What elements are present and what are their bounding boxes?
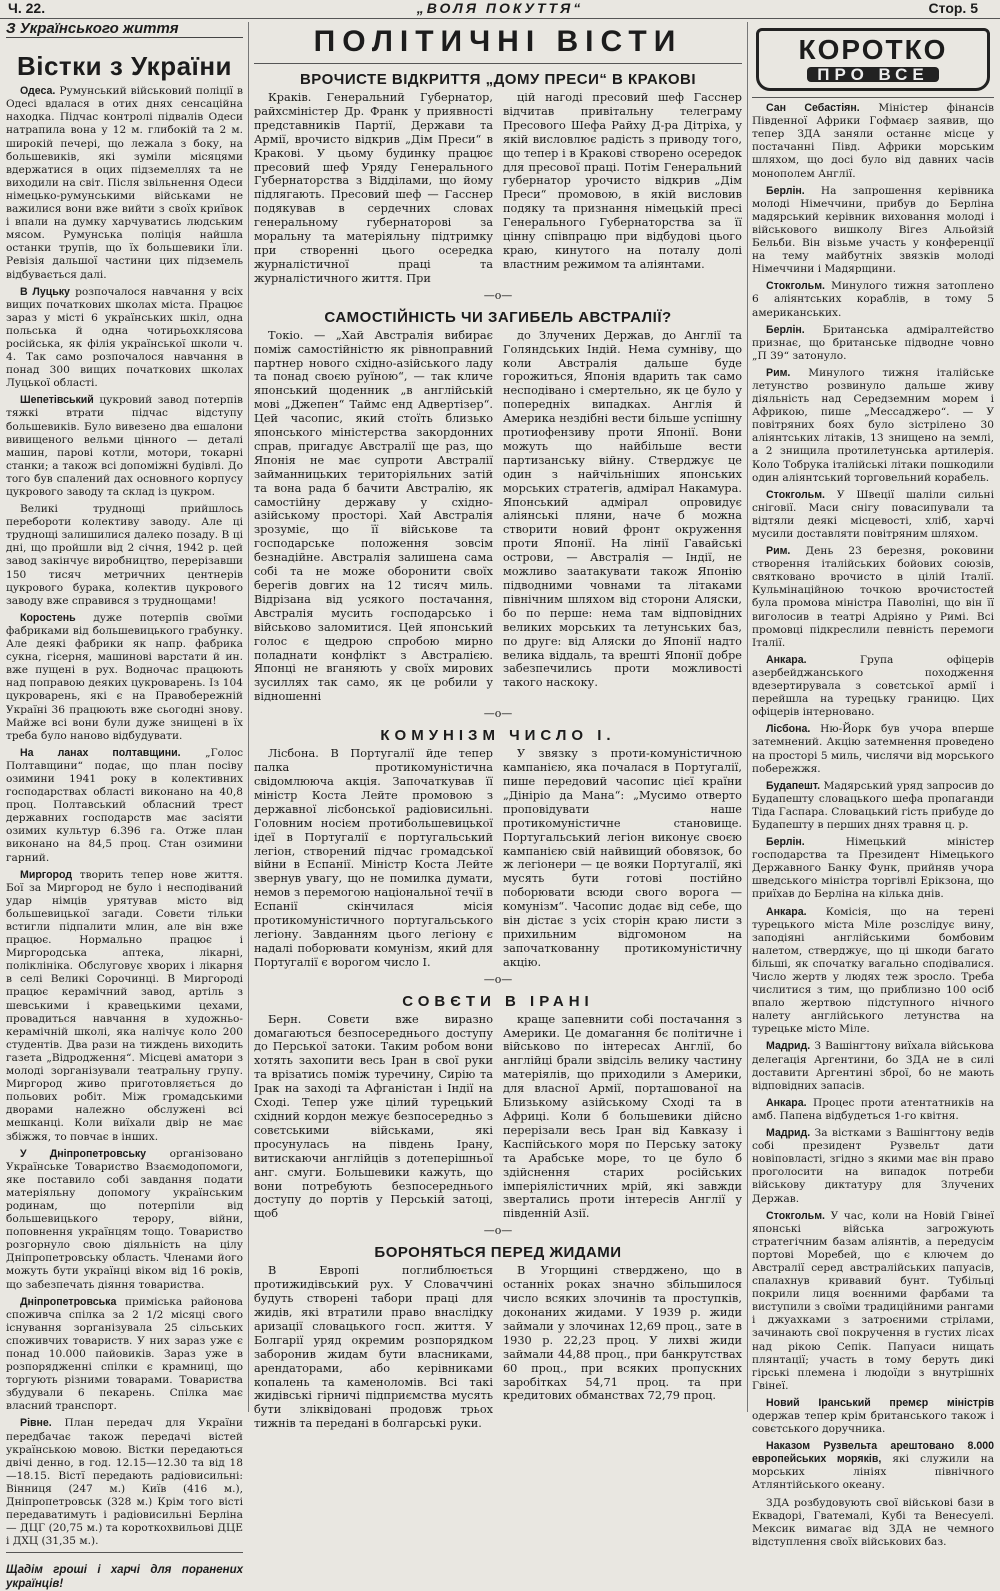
news-lead: Наказом Рузвельта арештовано 8.000 европейських моряків,: [752, 1440, 994, 1466]
center-section: [254, 22, 742, 1431]
news-lead: У Дніпропетровську: [20, 1147, 147, 1160]
news-item: [752, 1210, 994, 1393]
article: [254, 70, 742, 286]
section-label: З Українського життя: [6, 22, 243, 38]
news-item: [6, 869, 243, 1144]
article-text-right: У звязку з проти-комуністичною кампанією, яка почалася в Португалії, пише передовий часопис цієї країни „Дініріо да Мана“: „Мусимо отверто проповідувати наше протикомуністичне становище. Португальський легіон виконує своєю кампанією свій найвищий обовязок, бо ж легіонери — це вояки Португалії, які мусять бути готові постійно поборювати всюди свого ворога — комунізм“. Часопис додає від себе, що він дістає з усіх сторін краю листи з прихильним відгомоном на започаткованну протикомуністичну акцію.: [503, 747, 742, 969]
news-lead: Сан Себастіян.: [766, 102, 860, 115]
news-item: [6, 747, 243, 865]
column-divider: [747, 22, 748, 1412]
news-text: План передач для України передбачає також передачі вістей українською мовою. Вістки передаються двічі денно, в год. 12.15—12.30 та від 18—18.15. Вістї передають радіовисильні: Вінниця (247 м.) Київ (416 м.), Дніпропетровськ (328 м.) Крім того вісті передаватимуть і радіовисильні Берліна — ДЦГ (20,75 м.) та короткохвильові ДЦЕ і ДХЦ (31,35 м.).: [6, 1417, 243, 1548]
brief-news-list: [752, 102, 994, 1549]
news-text: творить тепер нове життя. Бої за Миргород не було і несподіваний удар німців урятував місто від большевицької загади. Совєти тільки встигли підпалити млин, але він вже працює. Нормально працює і Миргородська аптека, лікарні, поліклініка. Обслуговує хворих і лікарня в селі Великі Сорочинці. В Миргороді працює керамічний завод, артіль з шевськими і кравецькими цехами, провадиться навчання в художньо-керамічній школі, яка налічує коло 200 студентів. Два рази на тиждень виходить газета „Відродження“. Місцеві аматори з молоді зорганізували театральну групу. Миргород живо приготовляється до польових робіт. Між громадськими дворами належно обслужені всі мешканці. Коли виїхали двір не має збіжжя, то повчає в інших.: [6, 868, 243, 1143]
news-item: [752, 654, 994, 719]
article-title: БОРОНЯТЬСЯ ПЕРЕД ЖИДАМИ: [374, 1244, 622, 1262]
article-title: СОВЄТИ В ІРАНІ: [402, 992, 594, 1010]
right-column: [752, 22, 995, 1548]
news-item: [6, 1417, 243, 1548]
news-text: Група офіцерів азербейджанського походження вдезертирувала з совєтської армії і перейшла на турецьку границю. Цих офіцерів інтерновано.: [752, 653, 995, 719]
divider: [752, 97, 994, 98]
news-text: На запрошення керівника молоді Німеччини, прибув до Берліна мадярський керівник виховання молоді і військового вишколу Вігез Альойзій Бельби. Він візьме участь у конференції на тему майбутніх звязків молоді Німеччини і Мадярщини.: [752, 184, 995, 276]
news-text: Румунський військовий поліції в Одесі вдалася в отих днях сенсаційна находка. Підчас контролі підвалів Одеси натрапила вона у 12 м. глибокій та 2 м. широкій печері, що лежала з боку, на большевиків, які зуміли місяцями вдержатися в оцих підземеллях та не виходили на світ. Після звільнення Одеси німецько-румунськими військами не важилися вони вже вийти з своїх криївок і впали на думку харчуватись людським мясом. Румунська поліція найшла останки трупів, що їх большевики їли. Ревізія дальшої частини цих підземель відбувається далі.: [6, 85, 243, 281]
news-lead: Берлін.: [766, 323, 805, 336]
news-lead: Анкара.: [766, 653, 807, 666]
left-column: [6, 20, 243, 1591]
news-item: [752, 1440, 994, 1492]
box-subtitle: ПРО ВСЕ: [807, 67, 939, 82]
news-lead: Анкара.: [766, 1096, 807, 1109]
news-item: [752, 185, 994, 277]
news-lead: Дніпропетровська: [20, 1295, 117, 1308]
news-text: Минулого тижня затоплено 6 аліянтських кораблів, в тому 5 американських.: [752, 280, 995, 319]
news-lead: Стокгольм.: [766, 1209, 825, 1222]
article-text-right: до Злучених Держав, до Англії та Голяндських Індій. Нема сумніву, що коли Австралія дальше буде горожиться, Японія вдарить так само несподівано і смертельно, як це було у попередніх випадках. Англія й Америка нездібні вести більше успішну протиофензиву проти Японії. Вони можуть що найбільше вести партизанську війну. Стверджує це один з найчільніших японських морських стратегів, адмірал Накамура. Японський адмірал опровидує аліянські пляни, наче б можна створити новий фронт окруження проти Японії. На лінії Гавайські острови, — Австралія — Індії, не можливо заатакувати також Японію підводними човнами та літаками північним шляхом від сторони Аляски, бо по перше: нема там відповідних великих морських та летунських баз, по друге: від Аляски до Японії надто велика віддаль, та врешті Японії добре забезпечились проти можливості такого наскоку.: [503, 328, 742, 690]
news-lead: Стокгольм.: [766, 488, 825, 501]
column-divider: [248, 22, 249, 1412]
news-lead: Рівне.: [20, 1417, 52, 1430]
article-title: САМОСТІЙНІСТЬ ЧИ ЗАГИБЕЛЬ АВСТРАЛІЇ?: [324, 308, 672, 326]
news-lead: Берлін.: [766, 184, 805, 197]
news-lead: Будапешт.: [766, 779, 821, 792]
news-lead: Мадрид.: [766, 1040, 811, 1053]
newspaper-title: „ВОЛЯ ПОКУТТЯ“: [416, 0, 584, 16]
article-title: ВРОЧИСТЕ ВІДКРИТТЯ „ДОМУ ПРЕСИ“ В КРАКОВІ: [299, 71, 697, 88]
news-item: [6, 503, 243, 608]
article-body: [254, 91, 742, 286]
korotko-box: [756, 28, 990, 91]
article-text-left: В Европі поглиблюється протижидівський рух. У Словаччині будуть створені табори праці для жидів, які втратили право внаслідку аризації словацького госп. життя. У Болгарії уряд окремим розпорядком заборонив жидам бути власниками, арендаторами, або керівниками копалень та каменоломів. Всі такі жидівські гірничі підприємства мусять бути зліквідовані продовж трьох тижнів та передані в болгарські руки.: [254, 1264, 493, 1431]
news-item: [752, 1497, 994, 1549]
article-text-left: Лісбона. В Португалії йде тепер палка протикомуністична свідомлююча акція. Започаткував її міністр Коста Лейте промовою з державної лісбонської радіовисильні. Головним носієм протибольшевицької ідеї в Португалії є португальський легіон, створений підчас громадської війни в Еспанії. Міністр Коста Лейте звернув увагу, що не помилка думати, немов з перемогою національної течії в Еспанії скінчилася місія протикомуністичного португальського легіону. Завданням цього легіону є надалі поборювати комунізм, який для Португалії є ворогом число І.: [254, 747, 493, 969]
article: [254, 726, 742, 970]
news-text: З Вашінгтону виїхала військова делегація Аргентини, бо ЗДА не в силі доставити Аргентині зброї, бо не мають відповідних запасів.: [752, 1040, 994, 1092]
news-text: Ню-Йорк був учора вперше затемнений. Акцію затемнення проведено на просторі 5 миль, числячи від морського побережжя.: [752, 723, 994, 775]
news-lead: Мадрид.: [766, 1127, 811, 1140]
news-text: День 23 березня, роковини створення італійських бойових союзів, святковано врочисто в цілій Італії. Кульмінаційною точкою врочистостей була промова міністра Паволіні, що він її виголосив в театрі Адріяно у Римі. Всі промовці підкреслили певність перемоги Італії.: [752, 545, 994, 649]
news-item: [6, 286, 243, 391]
news-lead: Коростень: [20, 611, 76, 624]
divider: [254, 63, 742, 64]
footer-appeal: Щадім гроші і харчі для поранених українців!: [6, 1564, 243, 1591]
left-column-title: Вістки з України: [16, 51, 233, 82]
news-lead: В Луцьку: [20, 285, 70, 298]
article-list: [254, 70, 742, 1431]
page-header: [0, 0, 1000, 19]
article-text-right: В Угорщині стверджено, що в останніх роках значно збільшилося число всяких злочинів та проступків, доконаних жидами. У 1939 р. жиди займали у злочинах 12,69 проц., зате в 1930 р. 22,23 проц. У лихві жиди займали 44,88 проц., при банкрутствах 60 проц., при всяких пропускних заробітках 54,71 проц. та при кредитових обманствах 72,79 проц.: [503, 1264, 742, 1403]
news-item: [6, 612, 243, 743]
news-text: ЗДА розбудовують свої військові бази в Еквадорі, Гватемалі, Кубі та Венесуелі. Мексик вимагає від ЗДА не чемного відступлення своїх військових баз.: [752, 1496, 994, 1548]
news-lead: Миргород: [20, 868, 73, 881]
section-title: ПОЛІТИЧНІ ВІСТИ: [313, 25, 683, 58]
article-title: КОМУНІЗМ ЧИСЛО І.: [380, 727, 616, 745]
news-text: одержав тепер крім британського також і совєтського доручника.: [752, 1410, 994, 1436]
news-item: [752, 1097, 994, 1123]
news-lead: Рим.: [766, 366, 791, 379]
news-item: [752, 1040, 994, 1092]
news-lead: Стокгольм.: [766, 280, 825, 293]
news-text: Процес проти атентатників на амб. Папена відбудеться 1-го квітня.: [752, 1096, 994, 1122]
news-text: Британська адміралтейство признає, що британське підводне човно „П 39“ затонуло.: [752, 323, 994, 362]
news-item: [752, 324, 994, 363]
news-text: „Голос Полтавщини“ подає, що план посіву озимини 1941 року в колективних господарствах області виконано на 40,8 проц. Полтавський обласний трест державних господарств має засіяти озимих культур 6.396 га. Отже план виконано на 84,5 проц. Стан озимини гарний.: [6, 746, 243, 864]
news-item: [752, 1397, 994, 1436]
news-text: У Швеції шаліли сильні сніговії. Маси снігу повасипували та відтяли деякі місцевості, хліб, харчі мусили доставляти повітряним шляхом.: [752, 488, 994, 540]
news-text: розпочалося навчання у всіх вищих початкових школах міста. Працює зараз у місті 6 українських шкіл, одна польська й одна чотирьохклясова російська, як філія української школи ч. 4. Так само розпочалося навчання в понад 300 вищих початкових школах Луцької області.: [6, 285, 243, 390]
news-item: [752, 906, 994, 1037]
news-item: [752, 102, 994, 181]
news-item: [6, 1296, 243, 1414]
news-text: Минулого тижня італійське летунство розвинуло дальше живу діяльність над Середземним морем і Африкою, пише „Мессаджеро“. — У повітряних боях було зістрілено 30 аліянтських літаків, 13 знищено на землі, а 2 знищила протилетунська артилерія. Коло Тобрука італійські літаки пошкодили один аліянтський торговельний корабель.: [752, 366, 994, 484]
article: [254, 992, 742, 1222]
news-item: [752, 780, 994, 832]
article-text-left: Краків. Генеральний Губернатор, райхсміністер Др. Франк у приявності представників Партії, Держави та Армії, врочисто відкрив „Дім Преси“ в Кракові. У цьому будинку працює пресовий шеф Уряду Генерального Губернаторства з Відділами, що йому підлягають. Пресовий шеф — Гасснер подякував в сердечних словах генеральному губернаторові за моральну та матеріяльну підтримку при створенні цього осередка журналістичної праці та журналістичного життя. При: [254, 91, 493, 285]
article-body: [254, 329, 742, 704]
news-text: приміська районова споживча спілка за 2 1/2 місяці свого існування зорганізувала 25 сільських споживчих товариств. У них зараз уже є понад 10.000 пайовиків. Зараз уже в розпорядженні спілки є крамниці, що торгують різними товарами. Товариства збудували 6 пекарень. Спілка має власний транспорт.: [6, 1295, 243, 1413]
article-body: [254, 1264, 742, 1431]
news-lead: Рим.: [766, 545, 791, 558]
news-text: дуже потерпів своїми фабриками від большевицького грабунку. Але деякі фабрики як напр. фабрика сукна, гісерня, машинові варстати й ин. вже пущені в рух. Водночас працюють над поправою деяких цукроварень. Із 104 цукроварень, які є на Правобережній Україні 36 працюють вже сьогодні знову. Майже всі вони були дуже знищені в їх треба було наново відбудувати.: [6, 611, 243, 742]
news-text: У час, коли на Новій Гвінеї японські війська загрожують стратегічним базам аліянтів, а передусім портові Моребей, що є ключем до Австралії серед австралійських папуасів, спалахнув кривавий бунт. Тубільці покрили лиця воєнними фарбами та виступили з своїми традиційними рангами і джуахками з затроєними стрілами, зачинають свої покручення в густих лісах над рікою Сепік. Папуаси нищать плянтації; участь в тому беруть дикі гірські племена і людоїди з внутрішніх Гвінеї.: [752, 1209, 994, 1392]
news-item: [752, 1127, 994, 1206]
news-text: які служили на морських лініях північного Атлянтійського океану.: [752, 1453, 995, 1492]
article-text-right: краще запевнити собі постачання з Америки. Це домагання бє політичне і військово по інтересах Англії, бо англійці брали звідсіль велику частину матеріялів, що приходили з Америки, для власної Армії, порташованої на Близькому азійському Сході та в Африці. Коли б большевики дійсно перерізали весь Іран від Кавказу і Каспійського моря по Перську затоку та Арабське море, то це було б здійснення старих російських імперіялістичних мрій, які завжди звертались проти інтересів Англії у південній Азії.: [503, 1012, 742, 1221]
news-lead: На ланах полтавщини.: [20, 746, 181, 759]
article-separator: —о—: [483, 1224, 513, 1238]
article-body: [254, 747, 742, 970]
news-item: [6, 394, 243, 499]
news-item: [752, 836, 994, 901]
news-list: [6, 85, 243, 1548]
box-title: КОРОТКО: [798, 34, 948, 65]
news-lead: Анкара.: [766, 905, 807, 918]
article-text-left: Токіо. — „Хай Австралія вибирає поміж самостійністю як рівноправний партнер нового східно-азійського ладу та понад своєю руїною“, — так кличе японський щоденник „в англійській мові „Джепен“ Таймс енд Адвертізер“. Цей часопис, який стоїть близько японського міністерства закордонних справ, пригадує Австралії ще раз, що Японія не має супроти Австралії займанницьких територіяльних затій та вона рада б бачити Австралію, як самостійну державу у східно-азійському просторі. Хай Австралія зрозуміє, що її військове та господарське положення зовсім безнадійне. Австралія залишена сама собі та не може оборонити своїх берегів довгих на 12 тисяч миль. Відрізана від усякого постачання, Австралія мусить господарсько і військово заломитися. Цей японський голос є щедрою спробою мирно поладнати конфлікт з Австралією. Японці не вганяють у своїх мирових зусиллях так само, як це робили у відношенні: [254, 328, 493, 704]
news-item: [752, 489, 994, 541]
news-item: [6, 85, 243, 281]
news-item: [752, 367, 994, 485]
page-number: Стор. 5: [928, 0, 978, 16]
news-text: організовано Українське Товариство Взаємодопомоги, яке поставило собі завдання подати матеріяльну допомогу українським родинам, що потерпіли від большевицького терору, війни, поповнення українцям тощо. Товариство розгорнуло свою діяльність на цілу Дніпропетровську область. Членами його можуть бути українці віком від 16 років, що забезпечать діяння товариства.: [6, 1147, 243, 1291]
news-text: Німецький міністер господарства та Президент Німецького Державного Банку Функ, прийняв учора шведського міністра торгівлі Ерікзона, що приїхав до Берліна на кілька днів.: [752, 836, 995, 901]
article-separator: —о—: [483, 707, 513, 721]
divider: [6, 1552, 243, 1553]
article: [254, 1243, 742, 1431]
article-body: [254, 1013, 742, 1222]
news-item: [752, 545, 994, 650]
news-item: [752, 280, 994, 319]
news-item: [752, 723, 994, 775]
issue-number: Ч. 22.: [8, 0, 46, 16]
news-lead: Лісбона.: [766, 723, 811, 736]
article-separator: —о—: [483, 288, 513, 302]
news-text: Мадярський уряд запросив до Будапешту словацького шефа пропаганди Тіда Гаспара. Словацький гість прибуде до Будапешту в перших днях травня ц. р.: [752, 779, 994, 831]
news-lead: Шепетівський: [20, 394, 94, 407]
news-lead: Берлін.: [766, 836, 805, 849]
news-item: [6, 1148, 243, 1292]
news-text: цукровий завод потерпів тяжкі втрати підчас відступу большевиків. Було вивезено два ешалони вивищеного вельми цінного — деталі машин, парові котли, мотори, токарні станки; а також всі допоміжні будівлі. До того був спалений дах основного корпусу цукрового заводу та склад із цукром.: [6, 394, 243, 498]
article-text-left: Берн. Совєти вже виразно домагаються безпосереднього доступу до Перської затоки. Таким робом вони хотять захопити весь Іран в свої руки та врізатись поміж туречину, Сирію та Ірак на заході та Афганістан і Індії на Сході. Тепер уже цілий турецький східний кордон межує безпосередньо з совєтськими військами, які просунулась на південь Ірану, витискаючи англійців з дотеперішньої анг. смуги. Большевики кажуть, що вони потребують безпосереднього доступу до портів у Перській затоці, щоб: [254, 1012, 493, 1221]
article: [254, 308, 742, 704]
news-text: За вістками з Вашінгтону ведів собі президент Рузвельт дати новіповласті, згідно з якими має він право проголосити на випадок потреби військову диктатуру для Злучених Держав.: [752, 1127, 994, 1205]
article-text-right: цій нагоді пресовий шеф Гасснер відчитав привітальну телеграму Пресового Шефа Райху Д-ра Дітріха, у якій висловлює радість з приводу того, що тепер і в Кракові створено осередок для пресової праці. Потім Генеральний губернатор урочисто відкрив „Дім Преси“ промовою, в якій висловив подяку та признання німецькій пресі Генерального Губернаторства за її цінну співпрацю при відбудові цього краю, кинутого на поталу долі властним режимом та аліянтами.: [503, 91, 742, 271]
news-lead: Одеса.: [20, 85, 56, 98]
news-text: Міністер фінансів Південної Африки Гофмаєр заявив, що тепер ЗДА заняли останнє місце у постачанні Півд. Африки морським шляхом, що досі було від давних часів монополем Англії.: [752, 102, 994, 180]
article-separator: —о—: [483, 972, 513, 986]
news-lead: Новий Іранський премєр міністрів: [766, 1396, 994, 1409]
news-text: Великі труднощі прийшлось перебороти колективу заводу. Але ці труднощі залишилися далеко позаду. В ці дні, що пройшли від 2 січня, 1942 р. цей завод закінчує виробництво, перерізавши 150 тисяч метричних центнерів цукрового бурака, колектив цукрового заводу вже справився з труднощами!: [6, 503, 243, 607]
news-text: Комісія, що на терені турецького міста Міле розслідує вину, заподіяні англійськими бомбовим налетом, стверджує, що ці шкоди багато більші, як спочатку вагально сподівалися. Число жертв у людях теж зросло. Треба числитися з тим, що приблизно 100 осіб впало жертвою підступного нічного налету англійського летунства на турецьке місто Міле.: [752, 905, 994, 1036]
